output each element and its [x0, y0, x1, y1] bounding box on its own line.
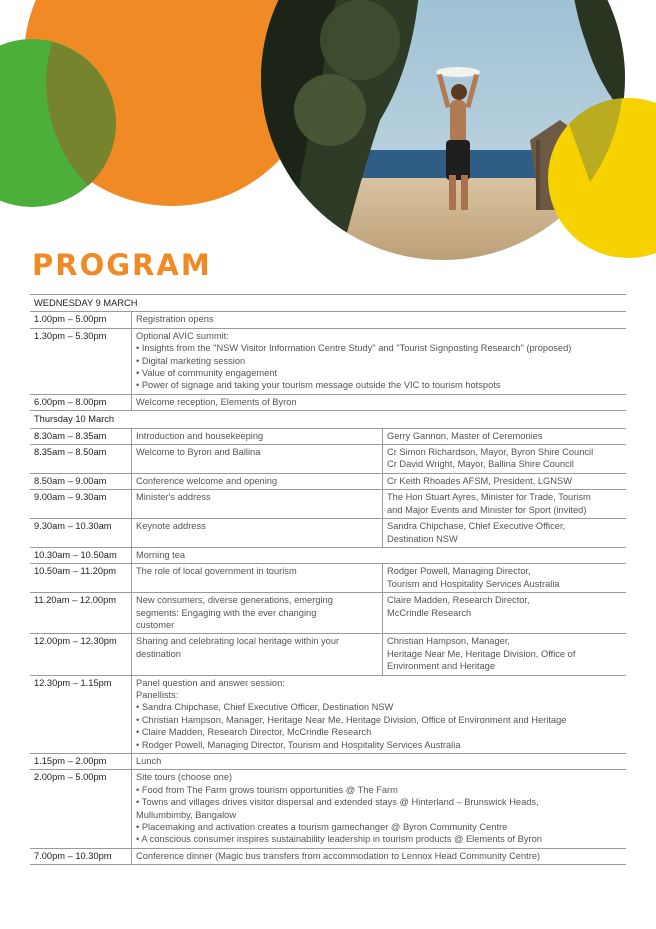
- session-description-line: • Claire Madden, Research Director, McCrindle Research: [136, 727, 372, 738]
- header-banner: [0, 0, 656, 260]
- session-row: [30, 593, 626, 634]
- session-time: 9.00am – 9.30am: [30, 490, 132, 519]
- session-row: [30, 634, 626, 675]
- session-activity-line: New consumers, diverse generations, emerging: [136, 595, 333, 606]
- session-row: [30, 770, 626, 848]
- session-description: [132, 328, 627, 394]
- session-row: [30, 519, 626, 548]
- session-activity-line: Conference welcome and opening: [136, 475, 278, 486]
- session-speaker-line: Cr Keith Rhoades AFSM, President, LGNSW: [387, 475, 572, 486]
- session-activity-line: Welcome to Byron and Ballina: [136, 447, 261, 458]
- session-description-line: • Insights from the "NSW Visitor Information Centre Study" and "Tourist Signposting Research" (proposed): [136, 343, 572, 354]
- session-activity: [132, 490, 383, 519]
- session-speaker: [383, 428, 627, 444]
- session-row: [30, 675, 626, 753]
- session-description: [132, 394, 627, 410]
- session-description-line: Lunch: [136, 756, 162, 766]
- session-speaker: [383, 445, 627, 474]
- session-time: 12.00pm – 12.30pm: [30, 634, 132, 675]
- session-speaker-line: Rodger Powell, Managing Director,: [387, 566, 531, 577]
- session-description-line: Site tours (choose one): [136, 772, 233, 783]
- program-table: [30, 294, 626, 865]
- day-header-row: [30, 295, 626, 312]
- session-description: [132, 848, 627, 864]
- session-activity-line: Sharing and celebrating local heritage within your: [136, 636, 340, 647]
- session-row: [30, 312, 626, 328]
- session-time: 8.50am – 9.00am: [30, 473, 132, 489]
- session-time: 10.50am – 11.20pm: [30, 564, 132, 593]
- session-row: [30, 848, 626, 864]
- session-description-line: Conference dinner (Magic bus transfers from accommodation to Lennox Head Community Centre): [136, 850, 541, 861]
- session-description-line: • Digital marketing session: [136, 355, 246, 366]
- session-activity-line: Keynote address: [136, 521, 206, 532]
- session-activity: [132, 564, 383, 593]
- session-description-line: • Christian Hampson, Manager, Heritage Near Me, Heritage Division, Office of Environment and Heritage: [136, 714, 567, 725]
- session-row: [30, 490, 626, 519]
- session-time: 8.30am – 8.35am: [30, 428, 132, 444]
- session-activity-line: Introduction and housekeeping: [136, 430, 264, 441]
- page-title-text: PROGRAM: [32, 248, 212, 282]
- session-time: 1.30pm – 5.30pm: [30, 328, 132, 394]
- session-activity: [132, 445, 383, 474]
- session-row: [30, 428, 626, 444]
- session-description-line: Panellists:: [136, 689, 179, 700]
- session-description-line: Registration opens: [136, 314, 214, 325]
- session-activity: [132, 593, 383, 634]
- session-time: 9.30am – 10.30am: [30, 519, 132, 548]
- session-activity: [132, 428, 383, 444]
- session-time: 10.30am – 10.50am: [30, 547, 132, 563]
- session-speaker-line: Christian Hampson, Manager,: [387, 636, 510, 647]
- session-description-line: Welcome reception, Elements of Byron: [136, 396, 297, 407]
- session-time: 7.00pm – 10.30pm: [30, 848, 132, 864]
- session-time: 6.00pm – 8.00pm: [30, 394, 132, 410]
- session-speaker: [383, 593, 627, 634]
- session-description: [132, 675, 627, 753]
- session-activity-line: segments: Engaging with the ever changing: [136, 607, 317, 618]
- session-speaker-line: Heritage Near Me, Heritage Division, Office of: [387, 648, 576, 659]
- session-description-line: • Sandra Chipchase, Chief Executive Officer, Destination NSW: [136, 702, 394, 713]
- session-row: [30, 754, 626, 770]
- session-description-line: • Placemaking and activation creates a tourism gamechanger @ Byron Community Centre: [136, 822, 508, 833]
- session-speaker-line: Destination NSW: [387, 533, 458, 544]
- program-table-body: [30, 295, 626, 865]
- session-description: [132, 547, 627, 563]
- session-description-line: Morning tea: [136, 549, 186, 560]
- session-speaker: [383, 519, 627, 548]
- session-row: [30, 547, 626, 563]
- session-time: 1.15pm – 2.00pm: [30, 754, 132, 770]
- session-description-line: • Power of signage and taking your tourism message outside the VIC to tourism hotspots: [136, 380, 501, 391]
- session-description-line: Panel question and answer session:: [136, 677, 285, 688]
- session-speaker-line: Sandra Chipchase, Chief Executive Officer,: [387, 521, 566, 532]
- day-header: WEDNESDAY 9 MARCH: [30, 295, 626, 312]
- session-description: [132, 754, 627, 770]
- session-description: [132, 770, 627, 848]
- session-speaker-line: Environment and Heritage: [387, 661, 496, 672]
- session-description-line: • Rodger Powell, Managing Director, Tourism and Hospitality Services Australia: [136, 739, 461, 750]
- session-description-line: • Towns and villages drives visitor dispersal and extended stays @ Hinterland – Brunswick Heads,: [136, 797, 539, 808]
- session-speaker-line: McCrindle Research: [387, 607, 472, 618]
- session-description-line: • A conscious consumer inspires sustainability leadership in tourism products @ Elements of Byron: [136, 834, 542, 845]
- session-time: 11.20am – 12.00pm: [30, 593, 132, 634]
- session-row: [30, 473, 626, 489]
- session-speaker-line: Gerry Gannon, Master of Ceremonies: [387, 430, 543, 441]
- day-header: Thursday 10 March: [30, 411, 626, 428]
- session-time: 2.00pm – 5.00pm: [30, 770, 132, 848]
- session-row: [30, 445, 626, 474]
- session-activity-line: customer: [136, 619, 175, 630]
- session-description-line: • Value of community engagement: [136, 368, 278, 379]
- session-activity-line: destination: [136, 648, 181, 659]
- session-speaker: [383, 634, 627, 675]
- session-row: [30, 564, 626, 593]
- session-time: 1.00pm – 5.00pm: [30, 312, 132, 328]
- session-activity-line: Minister's address: [136, 492, 211, 503]
- session-speaker-line: Cr Simon Richardson, Mayor, Byron Shire Council: [387, 447, 594, 458]
- session-speaker-line: and Major Events and Minister for Sport (invited): [387, 504, 587, 515]
- session-activity: [132, 519, 383, 548]
- session-activity: [132, 634, 383, 675]
- session-speaker: [383, 490, 627, 519]
- session-description-line: • Food from The Farm grows tourism opportunities @ The Farm: [136, 784, 398, 795]
- session-row: [30, 328, 626, 394]
- page-title: [32, 248, 212, 282]
- session-speaker-line: Tourism and Hospitality Services Australia: [387, 578, 560, 589]
- session-time: 12.30pm – 1.15pm: [30, 675, 132, 753]
- session-speaker-line: Claire Madden, Research Director,: [387, 595, 530, 606]
- session-speaker-line: Cr David Wright, Mayor, Ballina Shire Council: [387, 459, 574, 470]
- session-speaker-line: The Hon Stuart Ayres, Minister for Trade, Tourism: [387, 492, 591, 503]
- session-description: [132, 312, 627, 328]
- session-description-line: Mullumbimby, Bangalow: [136, 809, 237, 820]
- session-activity-line: The role of local government in tourism: [136, 566, 297, 577]
- day-header-row: [30, 411, 626, 428]
- session-description-line: Optional AVIC summit:: [136, 330, 229, 341]
- session-speaker: [383, 473, 627, 489]
- session-speaker: [383, 564, 627, 593]
- session-activity: [132, 473, 383, 489]
- session-time: 8.35am – 8.50am: [30, 445, 132, 474]
- session-row: [30, 394, 626, 410]
